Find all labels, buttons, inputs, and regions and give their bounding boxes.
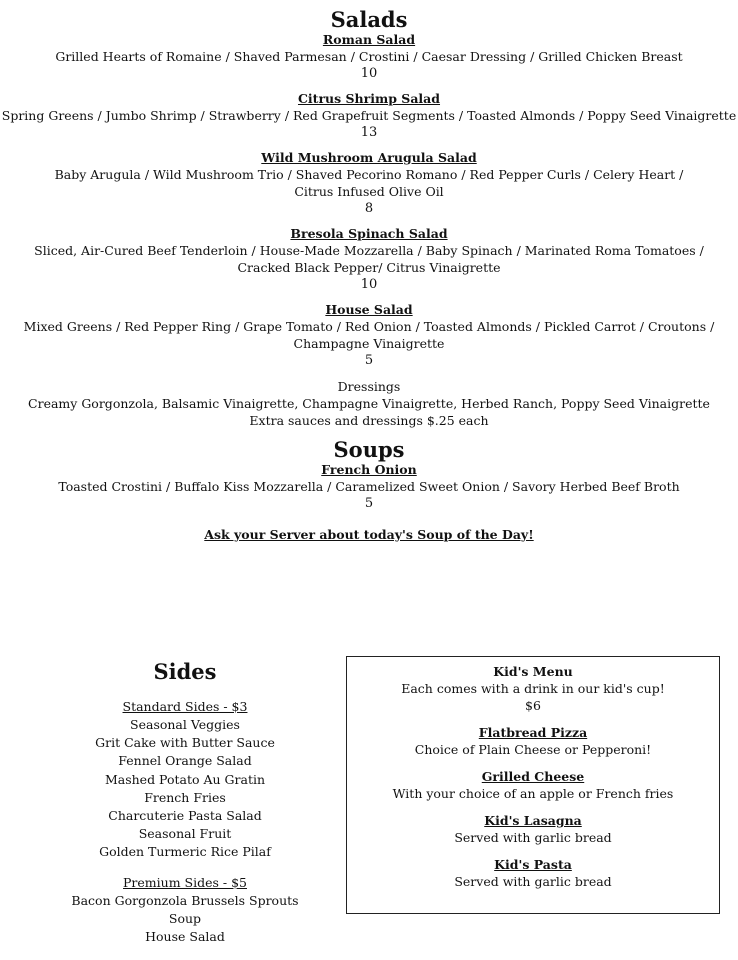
side-item: Seasonal Veggies [130,717,240,732]
salad-description: Spring Greens / Jumbo Shrimp / Strawberry / Red Grapefruit Segments / Toasted Almonds / Poppy Seed Vinaigrette [1,108,737,123]
soup-name: French Onion [321,462,417,477]
kids-item-desc: Served with garlic bread [454,830,612,845]
premium-sides-group [40,874,330,947]
salad-price: 10 [360,277,378,292]
standard-sides-label: Standard Sides - $3 [122,699,248,714]
salad-description-cont: Champagne Vinaigrette [293,336,445,351]
kids-menu-intro: Each comes with a drink in our kid's cup! [401,681,665,696]
side-item: Seasonal Fruit [138,826,232,842]
dressings-block [0,378,738,429]
salad-description: Sliced, Air-Cured Beef Tenderloin / House-Made Mozzarella / Baby Spinach / Marinated Roma Tomatoes / [34,243,704,258]
kids-item-desc: Served with garlic bread [454,874,612,889]
dressings-title: Dressings [337,379,401,394]
kids-menu-box [346,656,720,914]
salad-item-wild-mushroom [0,150,738,217]
salad-price: 13 [360,125,378,140]
salad-name: Wild Mushroom Arugula Salad [261,150,477,165]
sides-section [40,660,330,958]
kids-item-name: Kid's Lasagna [484,813,582,828]
side-item: Golden Turmeric Rice Pilaf [99,844,271,860]
kids-menu-price: $6 [525,698,541,713]
salad-item-bresola-spinach [0,226,738,293]
salad-item-roman [0,32,738,82]
kids-item-desc: With your choice of an apple or French fries [392,786,674,801]
side-item: House Salad [145,929,225,945]
kids-menu-title: Kid's Menu [493,664,573,679]
side-item: Charcuterie Pasta Salad [108,808,262,824]
salad-price: 8 [364,201,374,216]
salad-description: Baby Arugula / Wild Mushroom Trio / Shaved Pecorino Romano / Red Pepper Curls / Celery Heart / [54,167,684,182]
dressings-list: Creamy Gorgonzola, Balsamic Vinaigrette, Champagne Vinaigrette, Herbed Ranch, Poppy Seed Vinaigrette [28,396,710,411]
side-item: Bacon Gorgonzola Brussels Sprouts [71,892,299,908]
salad-price: 5 [364,353,374,368]
side-item: Mashed Potato Au Gratin [104,771,266,787]
salad-item-house [0,302,738,369]
salad-name: House Salad [325,302,413,317]
salad-name: Roman Salad [322,32,416,47]
soup-of-day-notice: Ask your Server about today's Soup of the Day! [204,527,534,542]
salad-name: Citrus Shrimp Salad [297,91,441,106]
kids-item-desc: Choice of Plain Cheese or Pepperoni! [414,742,652,757]
salad-name: Bresola Spinach Salad [290,226,448,241]
side-item: French Fries [144,789,226,805]
sides-heading: Sides [153,659,217,684]
salads-and-soups-section [0,8,738,543]
salad-description: Mixed Greens / Red Pepper Ring / Grape Tomato / Red Onion / Toasted Almonds / Pickled Carrot / Croutons / [23,319,715,334]
standard-sides-group [40,698,330,862]
side-item: Soup [168,910,202,926]
soup-item-french-onion [0,462,738,512]
premium-sides-label: Premium Sides - $5 [123,874,247,890]
soup-price: 5 [364,496,374,511]
salads-heading: Salads [330,7,408,32]
soup-description: Toasted Crostini / Buffalo Kiss Mozzarella / Caramelized Sweet Onion / Savory Herbed Beef Broth [58,479,680,494]
dressings-extra-note: Extra sauces and dressings $.25 each [249,413,489,428]
salad-item-citrus-shrimp [0,91,738,141]
salad-description-cont: Citrus Infused Olive Oil [294,184,444,199]
side-item: Grit Cake with Butter Sauce [95,735,275,751]
salad-price: 10 [360,66,378,81]
salad-description-cont: Cracked Black Pepper/ Citrus Vinaigrette [237,260,501,275]
kids-item-name: Kid's Pasta [494,857,572,872]
kids-item-name: Grilled Cheese [481,769,585,784]
kids-item-name: Flatbread Pizza [478,725,588,740]
soups-heading: Soups [333,437,405,462]
salad-description: Grilled Hearts of Romaine / Shaved Parmesan / Crostini / Caesar Dressing / Grilled Chicken Breast [55,49,683,64]
side-item: Fennel Orange Salad [118,753,252,769]
